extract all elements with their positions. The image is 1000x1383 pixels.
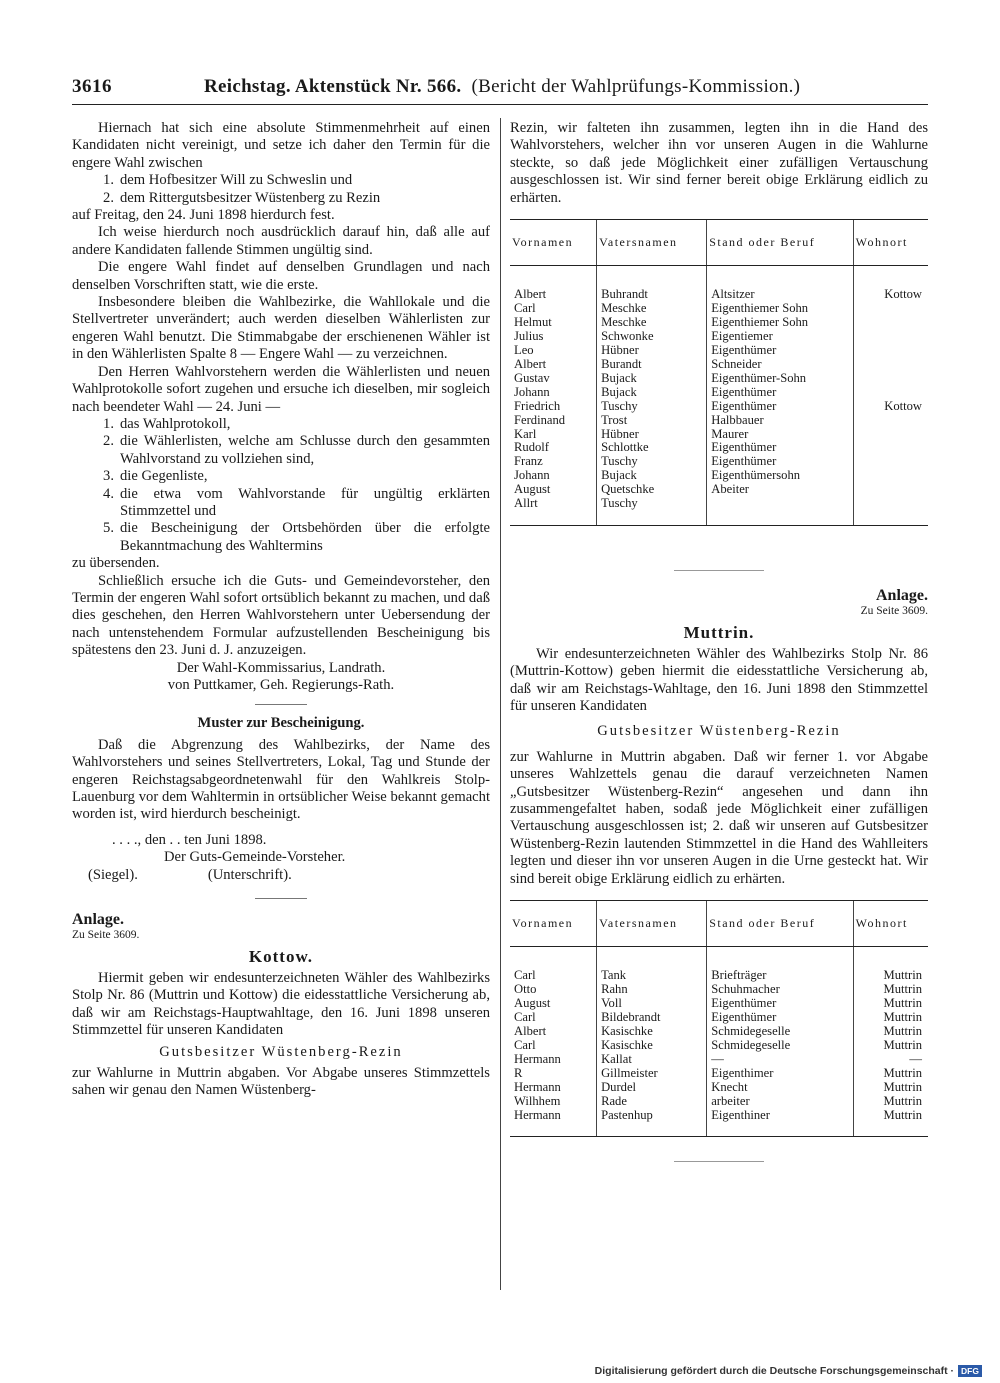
table-row [510, 302, 928, 316]
table-cell: Eigenthümer [707, 441, 853, 455]
table-cell: Pastenhup [597, 1109, 707, 1137]
table-cell: Karl [514, 426, 537, 441]
table-cell [853, 302, 928, 316]
table-cell: Eigenthümer [707, 344, 853, 358]
table-row [510, 266, 928, 302]
section-heading: Muster zur Bescheinigung. [197, 715, 365, 732]
list-item [72, 520, 490, 555]
voter-table-kottow-frame [510, 219, 928, 526]
table-cell: Hübner [597, 344, 707, 358]
page-title [204, 76, 800, 98]
paragraph: zur Wahlurne in Muttrin abgaben. Daß wir ferner 1. vor Abgabe unseres Wahlzettels genau die darauf verzeichneten Namen „Gutsbesitzer Wüstenberg-Rezin“ angesehen und dann ihn zusammengefaltet haben, sodaß jede Möglichkeit einer zufälligen Vertauschung ausgeschlossen ist; 2. daß wir unseren auf Gutsbesitzer Wüstenberg-Rezin lautenden Stimmzettel in die Hand des Wahlleiters legten und dieser ihn vor unseren Augen in die Urne gesteckt hat. Wir sind bereit obige Erklärung eidlich zu erhärten. [510, 748, 928, 887]
table-cell: — [853, 1053, 928, 1067]
column-header: Wohnort [853, 901, 928, 947]
table-row [510, 483, 928, 497]
list-number: 4. [103, 485, 114, 502]
list-number: 1. [103, 415, 114, 432]
voter-table-muttrin [510, 901, 928, 1136]
table-cell [707, 497, 853, 525]
table-cell: Bujack [597, 372, 707, 386]
table-cell [853, 428, 928, 442]
table-cell: Burandt [597, 358, 707, 372]
anlage-heading: Anlage. [876, 586, 928, 604]
table-header-row [510, 220, 928, 266]
table-row [510, 428, 928, 442]
table-row [510, 1025, 928, 1039]
candidate-name: Gutsbesitzer Wüstenberg-Rezin [159, 1043, 403, 1060]
footer-credit [595, 1365, 982, 1377]
table-cell: Hermann [514, 1079, 561, 1094]
list-text: dem Rittergutsbesitzer Wüstenberg zu Rezin [120, 189, 381, 206]
siegel-label: (Siegel). [88, 866, 138, 883]
unterschrift-label: (Unterschrift). [207, 866, 292, 883]
table-cell: Voll [597, 997, 707, 1011]
list-item [72, 468, 490, 485]
voter-table-muttrin-frame [510, 900, 928, 1137]
table-row [510, 1039, 928, 1053]
table-cell: Eigenthümer [707, 400, 853, 414]
table-body [510, 947, 928, 1136]
table-cell [853, 316, 928, 330]
table-cell [853, 441, 928, 455]
table-cell: Eigenthümer [707, 386, 853, 400]
table-cell: Trost [597, 414, 707, 428]
column-header: Stand oder Beruf [707, 220, 853, 266]
table-cell: Maurer [707, 428, 853, 442]
footer-text: Digitalisierung gefördert durch die Deutsche Forschungsgemeinschaft · [594, 1365, 955, 1377]
table-cell: Altsitzer [707, 266, 853, 302]
table-row [510, 358, 928, 372]
paragraph: Die engere Wahl findet auf denselben Grundlagen und nach denselben Vorschriften statt, wie die erste. [72, 259, 490, 293]
table-cell: Eigentiemer [707, 330, 853, 344]
paragraph: Insbesondere bleiben die Wahlbezirke, die Wahllokale und die Stellvertreter unverändert; auch werden dieselben Wählerlisten zur engeren Wahl benutzt. Die Stimmabgabe der erschienenen Wähler ist in den Wählerlisten Spalte 8 — Engere Wahl — zu verzeichnen. [72, 294, 490, 363]
table-cell: Johann [514, 384, 550, 399]
table-cell [853, 455, 928, 469]
column-header: Vatersnamen [597, 220, 707, 266]
table-cell: Muttrin [853, 1095, 928, 1109]
table-cell: Muttrin [853, 1011, 928, 1025]
table-cell: Schmidegeselle [707, 1039, 853, 1053]
table-cell: Schlottke [597, 441, 707, 455]
table-cell: Leo [514, 343, 534, 358]
paragraph: Wir endesunterzeichneten Wähler des Wahlbezirks Stolp Nr. 86 (Muttrin-Kottow) geben hiermit die eidesstattliche Versicherung ab, daß wir am Reichstags-Wahltage, den 16. Juni 1898 den Stimmzettel für unseren Kandidaten [510, 645, 928, 714]
table-row [510, 344, 928, 358]
separator [674, 1161, 764, 1162]
table-row [510, 997, 928, 1011]
table-row [510, 1053, 928, 1067]
paragraph: Rezin, wir falteten ihn zusammen, legten ihn in die Hand des Wahlvorstehers, welcher ihn vor unseren Augen in die Wahlurne steckte, so daß jede Möglichkeit einer zufälligen Vertauschung ausgeschlossen ist. Wir sind ferner bereit obige Erklärung eidlich zu erhärten. [510, 120, 928, 206]
table-cell: Abeiter [707, 483, 853, 497]
table-cell: Schwonke [597, 330, 707, 344]
table-row [510, 455, 928, 469]
table-cell: Muttrin [853, 1081, 928, 1095]
table-cell: Eigenthümer-Sohn [707, 372, 853, 386]
table-cell [853, 344, 928, 358]
table-cell: arbeiter [707, 1095, 853, 1109]
table-body [510, 266, 928, 525]
table-cell: Eigenthimer [707, 1067, 853, 1081]
paragraph: Schließlich ersuche ich die Guts- und Gemeindevorsteher, den Termin der engeren Wahl sofort ortsüblich bekannt zu machen, und daß dies geschehen, den Herren Wahlvorstehern unter Uebersendung der nach untenstehendem Formular aufzustellenden Bescheinigung bis spätestens den 23. Juni d. J. anzuzeigen. [72, 572, 490, 659]
list-item [72, 172, 490, 189]
vorsteher-line: Der Guts-Gemeinde-Vorsteher. [164, 849, 346, 866]
list-text: die Bescheinigung der Ortsbehörden über die erfolgte Bekanntmachung des Wahltermins [120, 520, 490, 554]
table-cell: Eigenthümer [707, 455, 853, 469]
list-text: die Gegenliste, [120, 468, 208, 485]
dfg-logo: DFG [958, 1365, 982, 1377]
table-cell: Schmidegeselle [707, 1025, 853, 1039]
list-item [72, 433, 490, 468]
table-cell: Hübner [597, 428, 707, 442]
table-cell: — [707, 1053, 853, 1067]
table-cell: Otto [514, 982, 537, 997]
column-header: Wohnort [853, 220, 928, 266]
table-row [510, 414, 928, 428]
table-cell: Kottow [853, 266, 928, 302]
column-header: Stand oder Beruf [707, 901, 853, 947]
table-cell [853, 358, 928, 372]
list-item [72, 190, 490, 207]
table-cell: Schuhmacher [707, 983, 853, 997]
table-row [510, 1109, 928, 1137]
table-cell: Gillmeister [597, 1067, 707, 1081]
table-cell: Muttrin [853, 1039, 928, 1053]
table-cell: August [514, 482, 551, 497]
table-cell: Muttrin [853, 947, 928, 983]
table-row [510, 400, 928, 414]
table-row [510, 386, 928, 400]
table-cell: Muttrin [853, 1109, 928, 1137]
table-cell: Briefträger [707, 947, 853, 983]
table-cell: Tuschy [597, 497, 707, 525]
paragraph: auf Freitag, den 24. Juni 1898 hierdurch fest. [72, 207, 335, 224]
table-cell: Muttrin [853, 983, 928, 997]
table-cell: Wilhhem [514, 1093, 561, 1108]
table-cell: Kasischke [597, 1039, 707, 1053]
list-text: die etwa vom Wahlvorstande für ungültig erklärten Stimmzettel und [120, 485, 490, 519]
list-number: 1. [103, 172, 114, 189]
table-cell: Quetschke [597, 483, 707, 497]
table-cell [853, 330, 928, 344]
table-cell: Eigenthiemer Sohn [707, 316, 853, 330]
paragraph: zu übersenden. [72, 555, 160, 572]
table-row [510, 947, 928, 983]
voter-table-kottow [510, 220, 928, 525]
paragraph: Hiernach hat sich eine absolute Stimmenmehrheit auf einen Kandidaten nicht vereinigt, und setze ich daher den Termin für die engere Wahl zwischen [72, 120, 490, 171]
table-cell: Bujack [597, 386, 707, 400]
anlage-heading: Anlage. [72, 911, 124, 929]
table-cell: Ferdinand [514, 412, 566, 427]
table-cell: Kottow [853, 400, 928, 414]
table-row [510, 983, 928, 997]
table-cell: Eigenthiner [707, 1109, 853, 1137]
table-cell: Julius [514, 329, 544, 344]
list-text: dem Hofbesitzer Will zu Schweslin und [120, 172, 353, 189]
table-cell: Carl [514, 1037, 536, 1052]
table-cell: Helmut [514, 315, 552, 330]
table-cell: Buhrandt [597, 266, 707, 302]
column-header: Vornamen [510, 901, 597, 947]
list-number: 5. [103, 520, 114, 537]
list-number: 2. [103, 189, 114, 206]
table-cell [853, 372, 928, 386]
table-row [510, 497, 928, 525]
table-row [510, 469, 928, 483]
paragraph: Den Herren Wahlvorstehern werden die Wählerlisten und neuen Wahlprotokolle sofort zugehen und ersuche ich dieselben, mir sogleich nach beendeter Wahl — 24. Juni — [72, 363, 490, 415]
table-cell: Muttrin [853, 1025, 928, 1039]
table-cell: Tuschy [597, 400, 707, 414]
table-row [510, 330, 928, 344]
table-cell: Rahn [597, 983, 707, 997]
table-cell: Rudolf [514, 440, 549, 455]
table-row [510, 316, 928, 330]
list-number: 2. [103, 433, 114, 450]
table-cell: R [514, 1065, 523, 1080]
right-column [510, 120, 928, 1162]
table-cell: Eigenthümer [707, 1011, 853, 1025]
paragraph: Hiermit geben wir endesunterzeichneten Wähler des Wahlbezirks Stolp Nr. 86 (Muttrin und Kottow) die eidesstattliche Versicherung ab, daß wir am Reichstags-Hauptwahltage, den 16. Juni 1898 unseren Stimmzettel für unseren Kandidaten [72, 969, 490, 1039]
table-cell: Meschke [597, 302, 707, 316]
table-cell: Rade [597, 1095, 707, 1109]
list-item [72, 416, 490, 433]
list-text: das Wahlprotokoll, [120, 415, 231, 432]
seal-signature-line [72, 867, 490, 884]
table-cell: Durdel [597, 1081, 707, 1095]
list-number: 3. [103, 468, 114, 485]
list-text: die Wählerlisten, welche am Schlusse durch den gesammten Wahlvorstand zu vollziehen sind, [120, 433, 490, 467]
table-cell: Muttrin [853, 997, 928, 1011]
table-cell: Carl [514, 1010, 536, 1025]
section-title-kottow: Kottow. [248, 947, 314, 967]
column-header: Vatersnamen [597, 901, 707, 947]
table-cell: Muttrin [853, 1067, 928, 1081]
page-reference: Zu Seite 3609. [72, 929, 140, 942]
table-cell [853, 386, 928, 400]
table-cell [853, 483, 928, 497]
table-cell: Meschke [597, 316, 707, 330]
page-number: 3616 [72, 76, 112, 97]
table-cell: Albert [514, 356, 547, 371]
signature-title: Der Wahl-Kommissarius, Landrath. [176, 659, 386, 676]
table-row [510, 1095, 928, 1109]
paragraph: Daß die Abgrenzung des Wahlbezirks, der Name des Wahlvorstehers und seines Stellvertreters, Lokal, Tag und Stunde der engeren Reichstagsabgeordnetenwahl für den Wahlkreis Stolp-Lauenburg vor dem Wahltermin in ortsüblicher Weise bekannt gemacht worden ist, wird hierdurch bescheinigt. [72, 736, 490, 823]
table-cell: Carl [514, 968, 536, 983]
table-row [510, 441, 928, 455]
header-title: Reichstag. Aktenstück Nr. 566. [204, 76, 462, 97]
table-cell: Eigenthiemer Sohn [707, 302, 853, 316]
page-header [72, 76, 928, 102]
paragraph: zur Wahlurne in Muttrin abgaben. Vor Abgabe unseres Stimmzettels sahen wir genau den Namen Wüstenberg- [72, 1064, 490, 1099]
date-line: . . . ., den . . ten Juni 1898. [112, 831, 267, 848]
table-cell: Bujack [597, 469, 707, 483]
table-cell: Hermann [514, 1051, 561, 1066]
table-cell [853, 497, 928, 525]
candidate-name: Gutsbesitzer Wüstenberg-Rezin [597, 723, 841, 740]
table-cell: Eigenthümersohn [707, 469, 853, 483]
header-rule [72, 104, 928, 105]
table-cell: Albert [514, 1024, 547, 1039]
column-divider [500, 118, 501, 1290]
table-cell: Albert [514, 287, 547, 302]
table-cell: Tank [597, 947, 707, 983]
list-item [72, 486, 490, 521]
paragraph: Ich weise hierdurch noch ausdrücklich darauf hin, daß alle auf andere Kandidaten fallende Stimmen ungültig sind. [72, 224, 490, 258]
signature-name: von Puttkamer, Geh. Regierungs-Rath. [167, 677, 395, 693]
table-cell [853, 469, 928, 483]
table-row [510, 1081, 928, 1095]
table-cell: Eigenthümer [707, 997, 853, 1011]
table-row [510, 1067, 928, 1081]
left-column [72, 120, 490, 1100]
table-cell: Tuschy [597, 455, 707, 469]
table-cell: Johann [514, 468, 550, 483]
header-subtitle: (Bericht der Wahlprüfungs-Kommission.) [471, 76, 801, 97]
table-cell: Friedrich [514, 398, 561, 413]
table-cell: Kallat [597, 1053, 707, 1067]
page-reference: Zu Seite 3609. [860, 605, 928, 618]
table-cell: Carl [514, 301, 536, 316]
table-cell: August [514, 996, 551, 1011]
table-row [510, 1011, 928, 1025]
table-cell: Knecht [707, 1081, 853, 1095]
table-header-row [510, 901, 928, 947]
section-title-muttrin: Muttrin. [683, 623, 755, 643]
table-cell: Hermann [514, 1107, 561, 1122]
table-cell: Bildebrandt [597, 1011, 707, 1025]
table-cell: Kasischke [597, 1025, 707, 1039]
column-header: Vornamen [510, 220, 597, 266]
table-cell: Halbbauer [707, 414, 853, 428]
table-cell: Gustav [514, 370, 550, 385]
table-cell: Schneider [707, 358, 853, 372]
table-cell: Allrt [514, 496, 538, 511]
table-cell [853, 414, 928, 428]
table-cell: Franz [514, 454, 543, 469]
table-row [510, 372, 928, 386]
